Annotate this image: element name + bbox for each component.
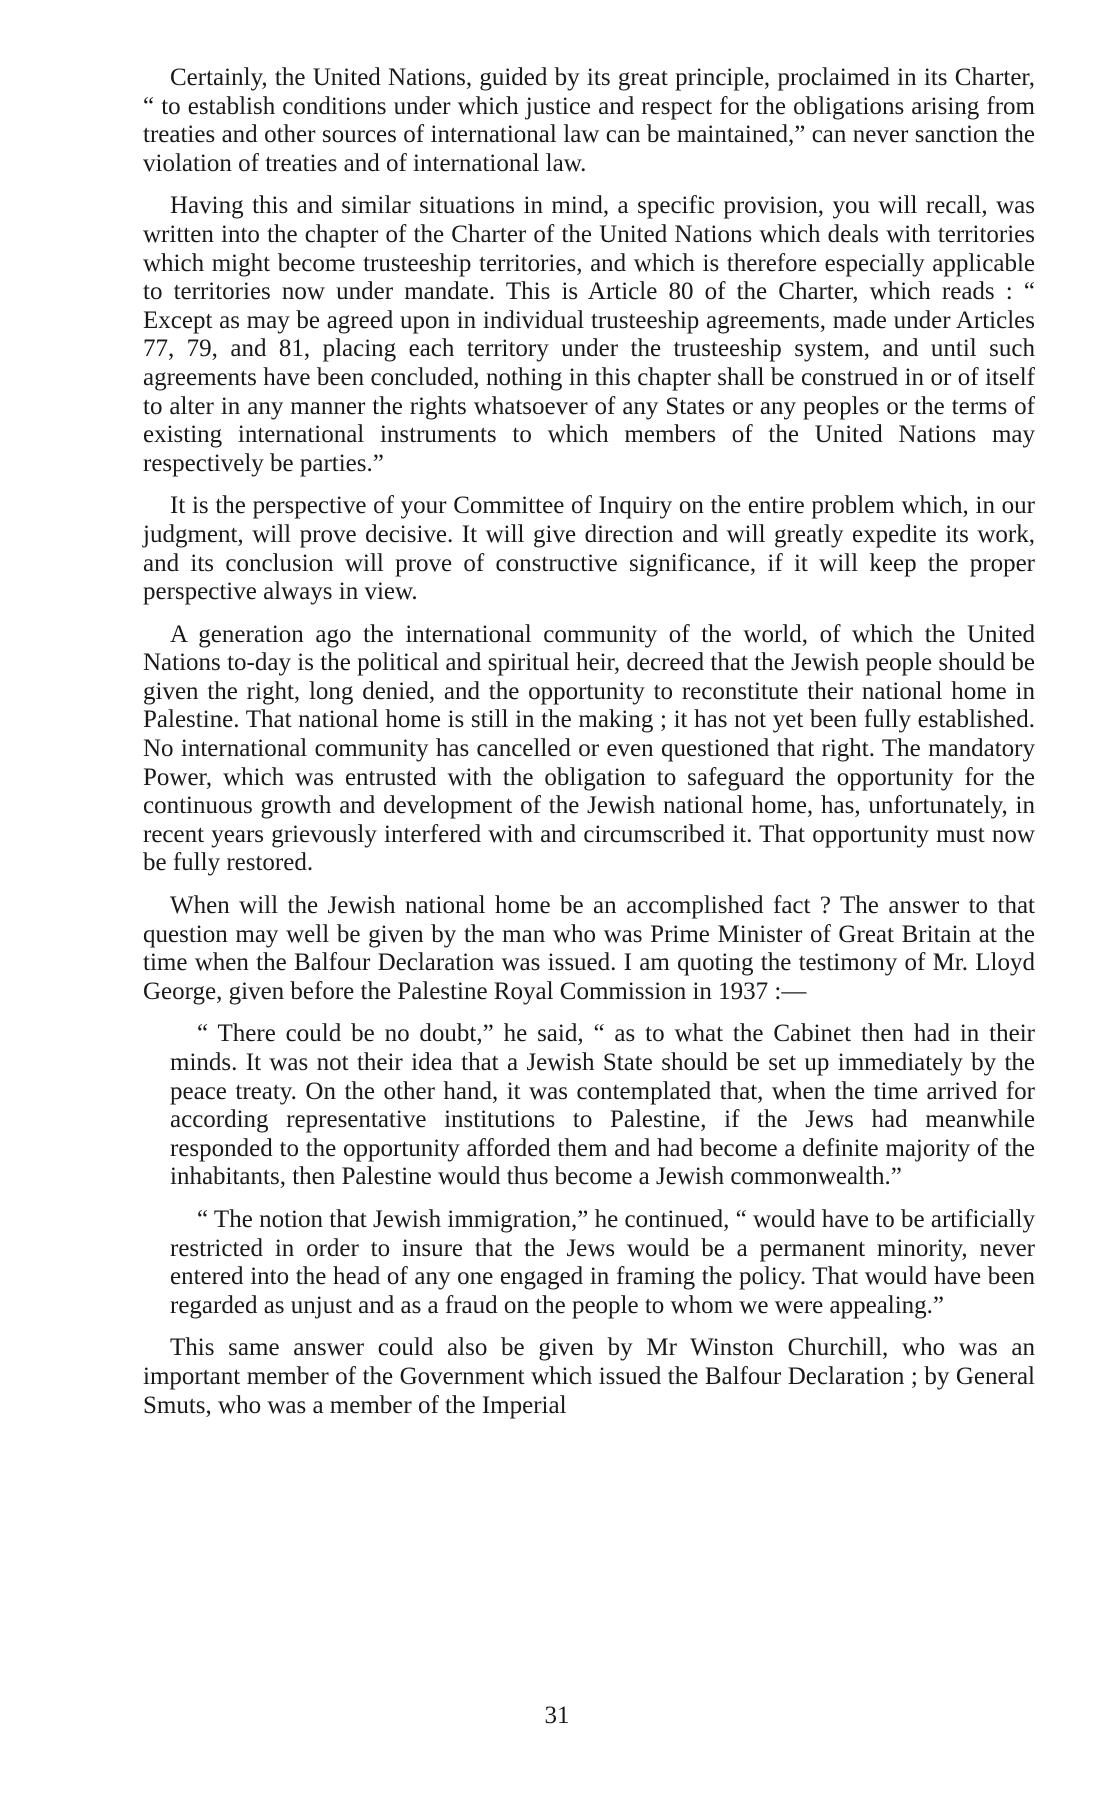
document-body [143,64,1035,1434]
page-number: 31 [544,1702,570,1729]
quote-immigration: “ The notion that Jewish immigration,” he continued, “ would have to be artificially restricted in order to insure that the Jews would be a permanent minority, never entered into the head of any one engaged in framing the policy. That would have been regarded as unjust and as a fraud on the people to whom we were appealing.” [170,1205,1035,1319]
paragraph-committee-perspective: It is the perspective of your Committee of Inquiry on the entire problem which, in our judgment, will prove decisive. It will give direction and will greatly expedite its work, and its conclusion will prove of constructive significance, if it will keep the proper perspective always in view. [143,492,1035,606]
paragraph-charter-principle: Certainly, the United Nations, guided by its great principle, proclaimed in its Charter, “ to establish conditions under which justice and respect for the obligations arising from treaties and other sources of international law can be maintained,” can never sanction the violation of treaties and of international law. [143,64,1035,177]
paragraph-churchill-smuts: This same answer could also be given by Mr Winston Churchill, who was an important member of the Government which issued the Balfour Declaration ; by General Smuts, who was a member of the Imperial [143,1334,1035,1419]
paragraph-article-80: Having this and similar situations in mind, a specific provision, you will recall, was written into the chapter of the Charter of the United Nations which deals with territories which might become trusteeship territories, and which is therefore especially applicable to territories now under mandate. This is Article 80 of the Charter, which reads : “ Except as may be agreed upon in individual trusteeship agreements, made under Articles 77, 79, and 81, placing each territory under the trusteeship system, and until such agreements have been concluded, nothing in this chapter shall be construed in or of itself to alter in any manner the rights whatsoever of any States or any peoples or the terms of existing international instruments to which members of the United Nations may respectively be parties.” [143,192,1035,477]
paragraph-lloyd-george-intro: When will the Jewish national home be an accomplished fact ? The answer to that question may well be given by the man who was Prime Minister of Great Britain at the time when the Balfour Declaration was issued. I am quoting the testimony of Mr. Lloyd George, given before the Palestine Royal Commission in 1937 :— [143,892,1035,1005]
quote-cabinet-intent: “ There could be no doubt,” he said, “ as to what the Cabinet then had in their minds. It was not their idea that a Jewish State should be set up immediately by the peace treaty. On the other hand, it was contemplated that, when the time arrived for according representative institutions to Palestine, if the Jews had meanwhile responded to the opportunity afforded them and had become a definite majority of the inhabitants, then Palestine would thus become a Jewish commonwealth.” [170,1020,1035,1191]
paragraph-national-home: A generation ago the international community of the world, of which the United Nations to-day is the political and spiritual heir, decreed that the Jewish people should be given the right, long denied, and the opportunity to reconstitute their national home in Palestine. That national home is still in the making ; it has not yet been fully established. No international community has cancelled or even questioned that right. The mandatory Power, which was entrusted with the obligation to safeguard the opportunity for the continuous growth and development of the Jewish national home, has, unfortunately, in recent years grievously interfered with and circumscribed it. That opportunity must now be fully restored. [143,620,1035,877]
